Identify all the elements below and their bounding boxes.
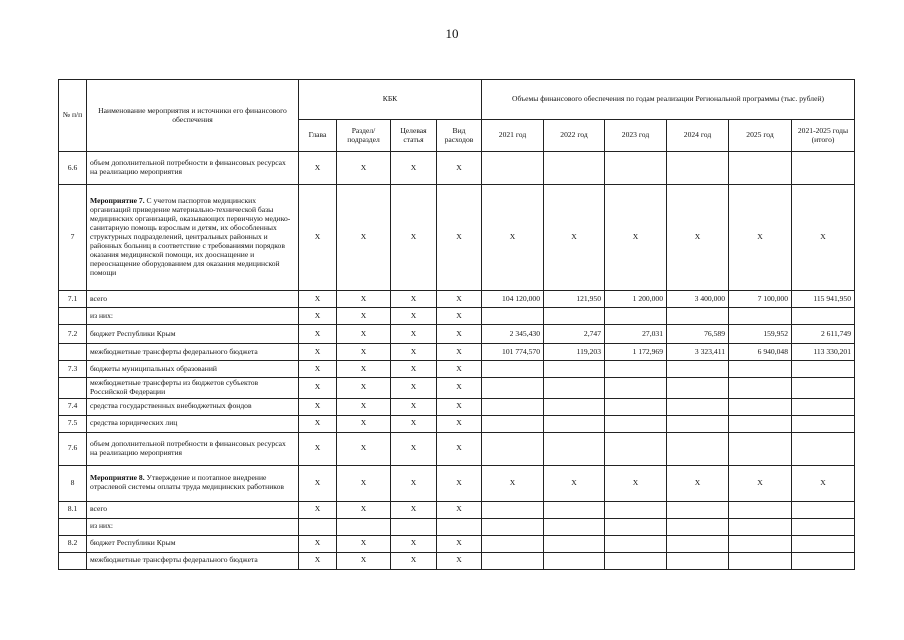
kbk-cell: X — [337, 291, 391, 308]
row-name-text: всего — [90, 504, 108, 514]
value-cell — [544, 415, 605, 432]
row-name-text: Утверждение и поэтапное внедрение отраслевой системы оплаты труда медицинских работников — [90, 473, 284, 492]
header-num: № п/п — [59, 80, 87, 152]
value-cell — [544, 432, 605, 465]
kbk-cell: X — [437, 308, 482, 325]
value-cell — [667, 152, 729, 185]
header-kbk-col: Раздел/ подраздел — [337, 120, 391, 152]
table-row — [59, 291, 855, 308]
kbk-cell: X — [437, 378, 482, 399]
kbk-cell: X — [391, 308, 437, 325]
kbk-cell: X — [437, 432, 482, 465]
value-cell — [667, 535, 729, 552]
value-cell — [729, 361, 792, 378]
value-cell: X — [482, 185, 544, 291]
value-cell — [729, 432, 792, 465]
kbk-cell: X — [337, 152, 391, 185]
kbk-cell: X — [391, 152, 437, 185]
table-row — [59, 465, 855, 501]
value-cell: 1 200,000 — [605, 291, 667, 308]
row-number — [59, 378, 87, 399]
row-number: 7 — [59, 185, 87, 291]
table-row — [59, 518, 855, 535]
row-number: 7.1 — [59, 291, 87, 308]
kbk-cell: X — [337, 344, 391, 361]
kbk-cell: X — [299, 465, 337, 501]
header-year-col: 2021-2025 годы (итого) — [792, 120, 855, 152]
value-cell: 2 611,749 — [792, 325, 855, 344]
value-cell — [729, 398, 792, 415]
row-name — [87, 465, 299, 501]
value-cell — [605, 308, 667, 325]
kbk-cell: X — [337, 185, 391, 291]
row-name — [87, 501, 299, 518]
row-number — [59, 552, 87, 569]
value-cell: X — [605, 185, 667, 291]
kbk-cell: X — [299, 344, 337, 361]
kbk-cell: X — [437, 152, 482, 185]
row-name — [87, 552, 299, 569]
value-cell — [605, 378, 667, 399]
value-cell — [729, 308, 792, 325]
header-year-col: 2024 год — [667, 120, 729, 152]
row-name — [87, 415, 299, 432]
kbk-cell — [299, 518, 337, 535]
value-cell — [792, 361, 855, 378]
row-number: 8 — [59, 465, 87, 501]
value-cell — [544, 152, 605, 185]
value-cell — [605, 518, 667, 535]
table-row — [59, 325, 855, 344]
value-cell — [667, 432, 729, 465]
table-row — [59, 415, 855, 432]
header-year-col: 2023 год — [605, 120, 667, 152]
value-cell — [482, 152, 544, 185]
kbk-cell: X — [337, 361, 391, 378]
kbk-cell: X — [299, 361, 337, 378]
value-cell — [792, 518, 855, 535]
row-name — [87, 378, 299, 399]
row-name — [87, 185, 299, 291]
value-cell — [729, 378, 792, 399]
header-kbk-col: Глава — [299, 120, 337, 152]
kbk-cell: X — [337, 415, 391, 432]
value-cell: 159,952 — [729, 325, 792, 344]
value-cell — [667, 552, 729, 569]
kbk-cell: X — [299, 415, 337, 432]
value-cell — [544, 518, 605, 535]
row-name — [87, 518, 299, 535]
value-cell — [792, 501, 855, 518]
row-name — [87, 398, 299, 415]
value-cell — [605, 152, 667, 185]
row-name-text: бюджет Республики Крым — [90, 538, 176, 548]
table-row — [59, 501, 855, 518]
kbk-cell: X — [299, 398, 337, 415]
table-row — [59, 378, 855, 399]
header-kbk-col: Целевая статья — [391, 120, 437, 152]
value-cell — [667, 361, 729, 378]
kbk-cell: X — [437, 291, 482, 308]
table-row — [59, 552, 855, 569]
kbk-cell: X — [337, 308, 391, 325]
row-name — [87, 432, 299, 465]
kbk-cell: X — [299, 378, 337, 399]
value-cell: 3 323,411 — [667, 344, 729, 361]
value-cell — [667, 415, 729, 432]
kbk-cell: X — [337, 465, 391, 501]
table-row — [59, 361, 855, 378]
row-number: 7.5 — [59, 415, 87, 432]
kbk-cell: X — [391, 185, 437, 291]
kbk-cell: X — [391, 398, 437, 415]
value-cell: 2,747 — [544, 325, 605, 344]
kbk-cell: X — [337, 432, 391, 465]
table-row — [59, 398, 855, 415]
kbk-cell: X — [437, 344, 482, 361]
value-cell — [729, 501, 792, 518]
table-row — [59, 152, 855, 185]
table-row — [59, 308, 855, 325]
kbk-cell: X — [437, 465, 482, 501]
value-cell — [792, 378, 855, 399]
kbk-cell: X — [391, 432, 437, 465]
row-number: 7.6 — [59, 432, 87, 465]
value-cell — [729, 152, 792, 185]
kbk-cell: X — [391, 501, 437, 518]
row-name-text: межбюджетные трансферты из бюджетов субъектов Российской Федерации — [90, 378, 259, 396]
value-cell — [482, 378, 544, 399]
kbk-cell: X — [437, 501, 482, 518]
value-cell — [605, 552, 667, 569]
table-row — [59, 535, 855, 552]
row-name — [87, 308, 299, 325]
value-cell: X — [667, 465, 729, 501]
row-name-text: средства юридических лиц — [90, 418, 178, 428]
value-cell: X — [605, 465, 667, 501]
table-row — [59, 185, 855, 291]
measure-title: Мероприятие 7. — [90, 196, 145, 206]
value-cell: 121,950 — [544, 291, 605, 308]
kbk-cell: X — [391, 465, 437, 501]
kbk-cell — [391, 518, 437, 535]
kbk-cell: X — [437, 361, 482, 378]
row-name — [87, 325, 299, 344]
value-cell — [605, 398, 667, 415]
kbk-cell: X — [337, 325, 391, 344]
kbk-cell: X — [391, 291, 437, 308]
row-name-text: бюджет Республики Крым — [90, 328, 176, 338]
value-cell: X — [729, 465, 792, 501]
header-name: Наименование мероприятия и источники его финансового обеспечения — [87, 80, 299, 152]
value-cell — [482, 501, 544, 518]
kbk-cell: X — [299, 501, 337, 518]
value-cell — [605, 415, 667, 432]
kbk-cell: X — [337, 398, 391, 415]
kbk-cell: X — [337, 378, 391, 399]
value-cell — [605, 432, 667, 465]
value-cell: 101 774,570 — [482, 344, 544, 361]
row-number: 8.1 — [59, 501, 87, 518]
table-row — [59, 432, 855, 465]
value-cell: 3 400,000 — [667, 291, 729, 308]
table-row — [59, 344, 855, 361]
value-cell: 104 120,000 — [482, 291, 544, 308]
row-name-text: объем дополнительной потребности в финансовых ресурсах на реализацию мероприятия — [90, 158, 286, 176]
kbk-cell: X — [391, 535, 437, 552]
value-cell — [792, 152, 855, 185]
value-cell — [482, 432, 544, 465]
value-cell — [605, 535, 667, 552]
value-cell — [729, 518, 792, 535]
row-name — [87, 535, 299, 552]
kbk-cell: X — [337, 535, 391, 552]
value-cell: 115 941,950 — [792, 291, 855, 308]
value-cell: 27,031 — [605, 325, 667, 344]
measure-title: Мероприятие 8. — [90, 473, 145, 483]
value-cell: 76,589 — [667, 325, 729, 344]
kbk-cell: X — [299, 152, 337, 185]
row-number: 7.2 — [59, 325, 87, 344]
value-cell — [729, 535, 792, 552]
page-number: 10 — [445, 26, 459, 41]
row-number: 7.3 — [59, 361, 87, 378]
value-cell — [667, 398, 729, 415]
row-name-text: объем дополнительной потребности в финансовых ресурсах на реализацию мероприятия — [90, 438, 286, 457]
value-cell: X — [792, 465, 855, 501]
kbk-cell: X — [391, 325, 437, 344]
header-kbk-col: Вид расходов — [437, 120, 482, 152]
row-number — [59, 308, 87, 325]
kbk-cell: X — [391, 361, 437, 378]
value-cell — [482, 308, 544, 325]
header-year-col: 2022 год — [544, 120, 605, 152]
value-cell — [667, 501, 729, 518]
value-cell — [792, 398, 855, 415]
kbk-cell: X — [437, 185, 482, 291]
kbk-cell: X — [299, 552, 337, 569]
kbk-cell: X — [437, 415, 482, 432]
row-number: 7.4 — [59, 398, 87, 415]
row-name-text: бюджеты муниципальных образований — [90, 363, 217, 373]
row-name-text: межбюджетные трансферты федерального бюджета — [90, 346, 258, 356]
value-cell — [729, 415, 792, 432]
kbk-cell: X — [337, 501, 391, 518]
value-cell: X — [544, 465, 605, 501]
value-cell: 119,203 — [544, 344, 605, 361]
kbk-cell: X — [437, 325, 482, 344]
value-cell: X — [482, 465, 544, 501]
value-cell: 2 345,430 — [482, 325, 544, 344]
value-cell — [729, 552, 792, 569]
value-cell — [792, 432, 855, 465]
value-cell — [792, 308, 855, 325]
value-cell — [482, 361, 544, 378]
header-kbk: КБК — [299, 80, 482, 120]
kbk-cell: X — [299, 291, 337, 308]
value-cell — [792, 415, 855, 432]
kbk-cell: X — [299, 185, 337, 291]
kbk-cell: X — [391, 552, 437, 569]
value-cell — [482, 535, 544, 552]
value-cell — [667, 308, 729, 325]
row-number: 8.2 — [59, 535, 87, 552]
value-cell — [482, 518, 544, 535]
value-cell — [544, 501, 605, 518]
value-cell — [544, 552, 605, 569]
kbk-cell: X — [437, 535, 482, 552]
value-cell: X — [544, 185, 605, 291]
kbk-cell: X — [299, 308, 337, 325]
header-volumes: Объемы финансового обеспечения по годам реализации Региональной программы (тыс. рублей) — [482, 80, 855, 120]
value-cell — [544, 361, 605, 378]
row-name — [87, 344, 299, 361]
financing-table — [58, 79, 855, 570]
kbk-cell: X — [299, 432, 337, 465]
value-cell — [667, 378, 729, 399]
value-cell: 6 940,048 — [729, 344, 792, 361]
row-name — [87, 291, 299, 308]
value-cell: X — [729, 185, 792, 291]
value-cell — [605, 501, 667, 518]
value-cell — [544, 308, 605, 325]
value-cell — [605, 361, 667, 378]
value-cell — [667, 518, 729, 535]
kbk-cell: X — [391, 415, 437, 432]
kbk-cell: X — [391, 344, 437, 361]
row-name — [87, 361, 299, 378]
kbk-cell: X — [299, 325, 337, 344]
value-cell — [544, 398, 605, 415]
row-number — [59, 344, 87, 361]
value-cell: X — [792, 185, 855, 291]
value-cell: 7 100,000 — [729, 291, 792, 308]
value-cell — [544, 378, 605, 399]
kbk-cell: X — [337, 552, 391, 569]
value-cell — [544, 535, 605, 552]
header-year-col: 2021 год — [482, 120, 544, 152]
value-cell — [482, 552, 544, 569]
row-number — [59, 518, 87, 535]
header-year-col: 2025 год — [729, 120, 792, 152]
value-cell — [482, 398, 544, 415]
value-cell: 113 330,201 — [792, 344, 855, 361]
value-cell — [792, 535, 855, 552]
value-cell: X — [667, 185, 729, 291]
row-name-text: средства государственных внебюджетных фондов — [90, 401, 252, 411]
row-name-text: С учетом паспортов медицинских организаций приведение материально-технической базы медицинских организаций, оказывающих первичную медико-санитарную помощь взрослым и детям, их обособленных структурных подразделений, центральных районных и районных больниц в соответствие с требованиями порядков оказания медицинской помощи, их дооснащение и переоснащение оборудованием для оказания медицинской помощи — [90, 196, 291, 277]
kbk-cell: X — [299, 535, 337, 552]
kbk-cell: X — [437, 398, 482, 415]
kbk-cell: X — [437, 552, 482, 569]
row-number: 6.6 — [59, 152, 87, 185]
kbk-cell — [337, 518, 391, 535]
value-cell — [792, 552, 855, 569]
row-name-text: из них: — [90, 310, 113, 320]
row-name-text: из них: — [90, 521, 113, 531]
row-name-text: всего — [90, 293, 108, 303]
value-cell — [482, 415, 544, 432]
kbk-cell: X — [391, 378, 437, 399]
kbk-cell — [437, 518, 482, 535]
value-cell: 1 172,969 — [605, 344, 667, 361]
row-name — [87, 152, 299, 185]
row-name-text: межбюджетные трансферты федерального бюджета — [90, 555, 258, 565]
